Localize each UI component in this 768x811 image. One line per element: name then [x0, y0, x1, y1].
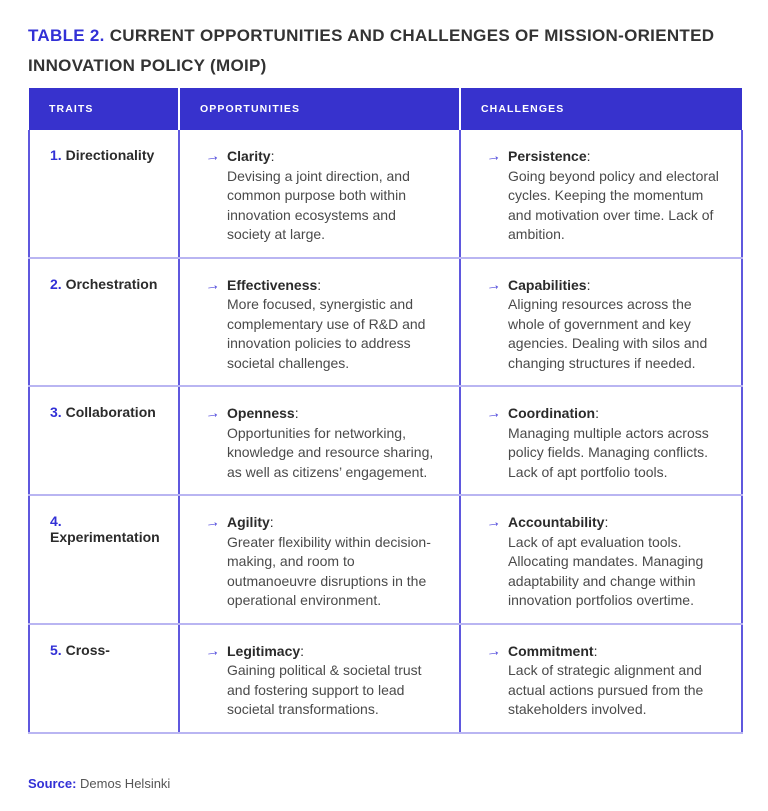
challenge-cell	[460, 495, 742, 624]
source-label: Source:	[28, 775, 77, 791]
trait-cell	[29, 386, 179, 495]
source-line	[28, 776, 741, 791]
opportunity-term: Effectiveness	[227, 276, 318, 293]
opportunity-description: Opportunities for networking, knowledge and resource sharing, as well as citizens’ engagement.	[227, 424, 434, 480]
trait-label: Cross-	[65, 641, 110, 658]
challenge-cell	[460, 258, 742, 387]
column-header-opportunities: OPPORTUNITIES	[179, 88, 460, 130]
colon: :	[317, 276, 322, 293]
trait-cell	[29, 624, 179, 733]
header-row	[29, 88, 742, 130]
trait-label: Experimentation	[50, 529, 160, 545]
challenge-term: Commitment	[508, 642, 594, 659]
colon: :	[269, 514, 274, 530]
arrow-right-icon: →	[484, 513, 503, 532]
opportunity-term: Openness	[227, 405, 295, 421]
table-row	[29, 495, 742, 624]
row-number: 2.	[50, 275, 62, 292]
opportunity-description: More focused, synergistic and complementary use of R&D and innovation policies to address societal challenges.	[227, 296, 426, 371]
arrow-right-icon: →	[484, 147, 503, 166]
table-row	[29, 130, 742, 258]
table-title-label: TABLE 2.	[28, 26, 105, 45]
arrow-right-icon: →	[484, 275, 503, 295]
row-number: 1.	[50, 147, 62, 163]
opportunity-cell	[179, 258, 460, 387]
table-row	[29, 386, 742, 495]
challenge-description: Aligning resources across the whole of government and key agencies. Dealing with silos and changing structures if needed.	[508, 296, 708, 371]
challenge-term: Persistence	[508, 148, 587, 164]
challenge-term: Capabilities	[508, 276, 587, 293]
challenge-description: Managing multiple actors across policy fields. Managing conflicts. Lack of apt portfolio tools.	[508, 424, 709, 480]
trait-label: Collaboration	[65, 404, 156, 420]
trait-cell	[29, 495, 179, 624]
opportunity-term: Legitimacy	[227, 642, 301, 659]
challenge-cell	[460, 386, 742, 495]
colon: :	[294, 405, 299, 421]
challenge-cell	[460, 624, 742, 733]
row-number: 3.	[50, 404, 62, 420]
arrow-right-icon: →	[484, 404, 503, 423]
opportunity-cell	[179, 386, 460, 495]
table-title	[28, 21, 730, 81]
source-text: Demos Helsinki	[76, 775, 171, 791]
trait-label: Orchestration	[65, 275, 158, 292]
trait-cell	[29, 130, 179, 258]
challenge-description: Going beyond policy and electoral cycles. Keeping the momentum and motivation over time. Lack of ambition.	[508, 167, 719, 242]
colon: :	[586, 148, 591, 164]
arrow-right-icon: →	[203, 513, 222, 532]
opportunity-cell	[179, 495, 460, 624]
column-header-challenges: CHALLENGES	[460, 88, 742, 130]
opportunity-cell	[179, 624, 460, 733]
colon: :	[300, 642, 305, 659]
trait-label: Directionality	[65, 147, 155, 163]
opportunity-description: Gaining political & societal trust and fostering support to lead societal transformations.	[227, 662, 422, 717]
column-header-traits: TRAITS	[29, 88, 179, 130]
opportunity-description: Greater flexibility within decision-making, and room to outmanoeuvre disruptions in the operational environment.	[227, 533, 431, 608]
challenge-description: Lack of strategic alignment and actual actions pursued from the stakeholders involved.	[508, 662, 704, 717]
arrow-right-icon: →	[203, 404, 222, 423]
table-row	[29, 258, 742, 387]
opportunity-cell	[179, 130, 460, 258]
table-title-text: CURRENT OPPORTUNITIES AND CHALLENGES OF MISSION-ORIENTED INNOVATION POLICY (MOIP)	[28, 26, 715, 75]
arrow-right-icon: →	[484, 641, 503, 661]
row-number: 5.	[50, 641, 62, 658]
arrow-right-icon: →	[203, 641, 222, 661]
row-number: 4.	[50, 513, 62, 529]
challenge-cell	[460, 130, 742, 258]
arrow-right-icon: →	[203, 147, 222, 166]
challenge-description: Lack of apt evaluation tools. Allocating mandates. Managing adaptability and change within innovation portfolios overtime.	[508, 533, 704, 608]
table-row	[29, 624, 742, 733]
opportunity-term: Agility	[227, 514, 270, 530]
moip-table	[28, 88, 743, 734]
trait-cell	[29, 258, 179, 387]
colon: :	[593, 642, 598, 659]
colon: :	[595, 405, 599, 421]
challenge-term: Coordination	[508, 405, 596, 421]
colon: :	[270, 148, 275, 164]
colon: :	[586, 276, 591, 293]
arrow-right-icon: →	[203, 275, 222, 295]
opportunity-description: Devising a joint direction, and common purpose both within innovation ecosystems and society at large.	[227, 167, 410, 242]
challenge-term: Accountability	[508, 514, 605, 530]
opportunity-term: Clarity	[227, 148, 271, 164]
colon: :	[604, 514, 609, 530]
